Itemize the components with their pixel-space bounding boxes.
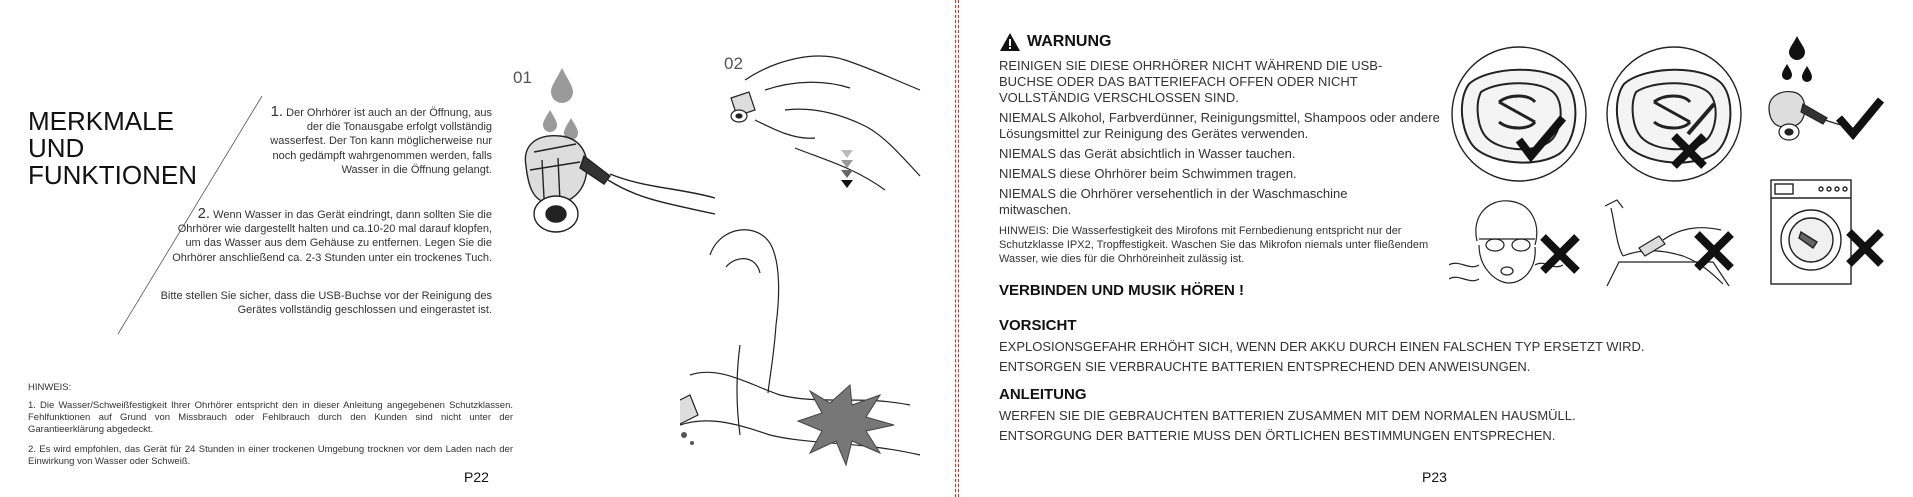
step-label-01: 01 (513, 68, 532, 87)
feature-text: Bitte stellen Sie sicher, dass die USB-Buchse vor der Reinigung des Gerätes vollständig geschlossen und eingerastet ist. (160, 290, 492, 317)
warning-line: NIEMALS die Ohrhörer versehentlich in der Waschmaschine mitwaschen. (999, 186, 1348, 217)
down-arrows-icon (841, 150, 853, 188)
caution-line: EXPLOSIONSGEFAHR ERHÖHT SICH, WENN DER AKKU DURCH EINEN FALSCHEN TYP ERSETZT WIRD. (999, 339, 1645, 354)
hint-text: HINWEIS: Die Wasserfestigkeit des Mirofons mit Fernbedienung entspricht nur der Schutzklasse IPX2, Tropffestigkeit. Waschen Sie das Mikrofon niemals unter fließendem Wasser, wie dies für die Ohrhöreinheit zulässig ist. (999, 225, 1429, 265)
warning-line: NIEMALS das Gerät absichtlich in Wasser tauchen. (999, 146, 1296, 161)
diagonal-divider (0, 0, 500, 400)
note-item: 2. Es wird empfohlen, das Gerät für 24 Stunden in einer trockenen Umgebung trocknen vor dem Laden nach der Einwirkung von Wasser oder Schweiß. (28, 444, 513, 467)
note-item: 1. Die Wasser/Schweißfestigkeit Ihrer Ohrhörer entspricht den in dieser Anleitung angegebenen Schutzklassen. Fehlfunktionen auf Grund von Missbrauch oder Fehlbrauch durch den Kunden sind nicht unter der Garantieerklärung abgedeckt. (28, 400, 513, 435)
page-number: P22 (464, 469, 489, 485)
feature-text: Der Ohrhörer ist auch an der Öffnung, aus der die Tonausgabe erfolgt vollständig wasserfest. Der Ton kann möglicherweise nur noch gedämpft wahrgenommen werden, falls Wasser in die Öffnung gelangt. (270, 107, 492, 176)
warning-heading (999, 32, 1111, 52)
warning-title: WARNUNG (1027, 33, 1112, 50)
tapping-hands-illustration (680, 225, 950, 490)
warning-line: REINIGEN SIE DIESE OHRHÖRER NICHT WÄHREND DIE USB-BUCHSE ODER DAS BATTERIEFACH OFFEN ODER NICHT VOLLSTÄNDIG VERSCHLOSSEN SIND. (999, 58, 1383, 105)
warning-line: NIEMALS Alkohol, Farbverdünner, Reinigungsmittel, Shampoos oder andere Lösungsmittel zur Reinigung des Gerätes verwenden. (999, 110, 1440, 141)
water-drops-ok-illustration (1767, 34, 1887, 164)
feature-number: 2. (197, 205, 211, 222)
instruction-line: ENTSORGUNG DER BATTERIE MUSS DEN ÖRTLICHEN BESTIMMUNGEN ENTSPRECHEN. (999, 428, 1556, 443)
feature-number: 1. (270, 103, 284, 120)
water-drop-icon (543, 68, 578, 140)
no-running-water-illustration (1603, 196, 1743, 291)
section-title (28, 108, 197, 189)
impact-burst-icon (798, 385, 894, 465)
caution-heading: VORSICHT (999, 317, 1077, 334)
feature-1 (262, 105, 492, 177)
page-left (0, 0, 955, 497)
warning-triangle-icon (999, 32, 1021, 52)
splash-icon (680, 432, 694, 449)
checkmark-icon (1839, 100, 1881, 134)
water-drop-icon (1782, 36, 1812, 82)
warning-line: NIEMALS diese Ohrhörer beim Schwimmen tragen. (999, 166, 1297, 181)
hand-holding-earbud-illustration (725, 50, 925, 200)
step-label-02: 02 (724, 54, 743, 73)
caution-line: ENTSORGEN SIE VERBRAUCHTE BATTERIEN ENTSPRECHEND DEN ANWEISUNGEN. (999, 359, 1531, 374)
title-line: UND (28, 133, 85, 163)
page-right (959, 0, 1913, 497)
instruction-line: WERFEN SIE DIE GEBRAUCHTEN BATTERIEN ZUSAMMEN MIT DEM NORMALEN HAUSMÜLL. (999, 408, 1576, 423)
feature-2 (168, 207, 492, 265)
usb-open-no-illustration (1604, 44, 1744, 184)
feature-text: Wenn Wasser in das Gerät eindringt, dann sollten Sie die Ohrhörer wie dargestellt halten und ca.10-20 mal darauf klopfen, um das Wasser aus dem Gehäuse zu entfernen. Legen Sie die Ohrhörer anschließend ca. 2-3 Stunden unter ein trockenes Tuch. (172, 209, 492, 264)
instructions-heading: ANLEITUNG (999, 386, 1087, 403)
notes-title: HINWEIS: (28, 382, 72, 393)
page-number: P23 (1422, 469, 1447, 485)
cross-icon (1849, 232, 1881, 264)
no-swimming-illustration (1449, 195, 1589, 290)
feature-3 (140, 289, 492, 317)
no-washing-machine-illustration (1767, 176, 1887, 291)
connect-heading: VERBINDEN UND MUSIK HÖREN ! (999, 282, 1245, 299)
earbud-icon (525, 136, 715, 232)
usb-closed-ok-illustration (1449, 44, 1589, 184)
title-line: FUNKTIONEN (28, 160, 197, 190)
title-line: MERKMALE (28, 106, 174, 136)
